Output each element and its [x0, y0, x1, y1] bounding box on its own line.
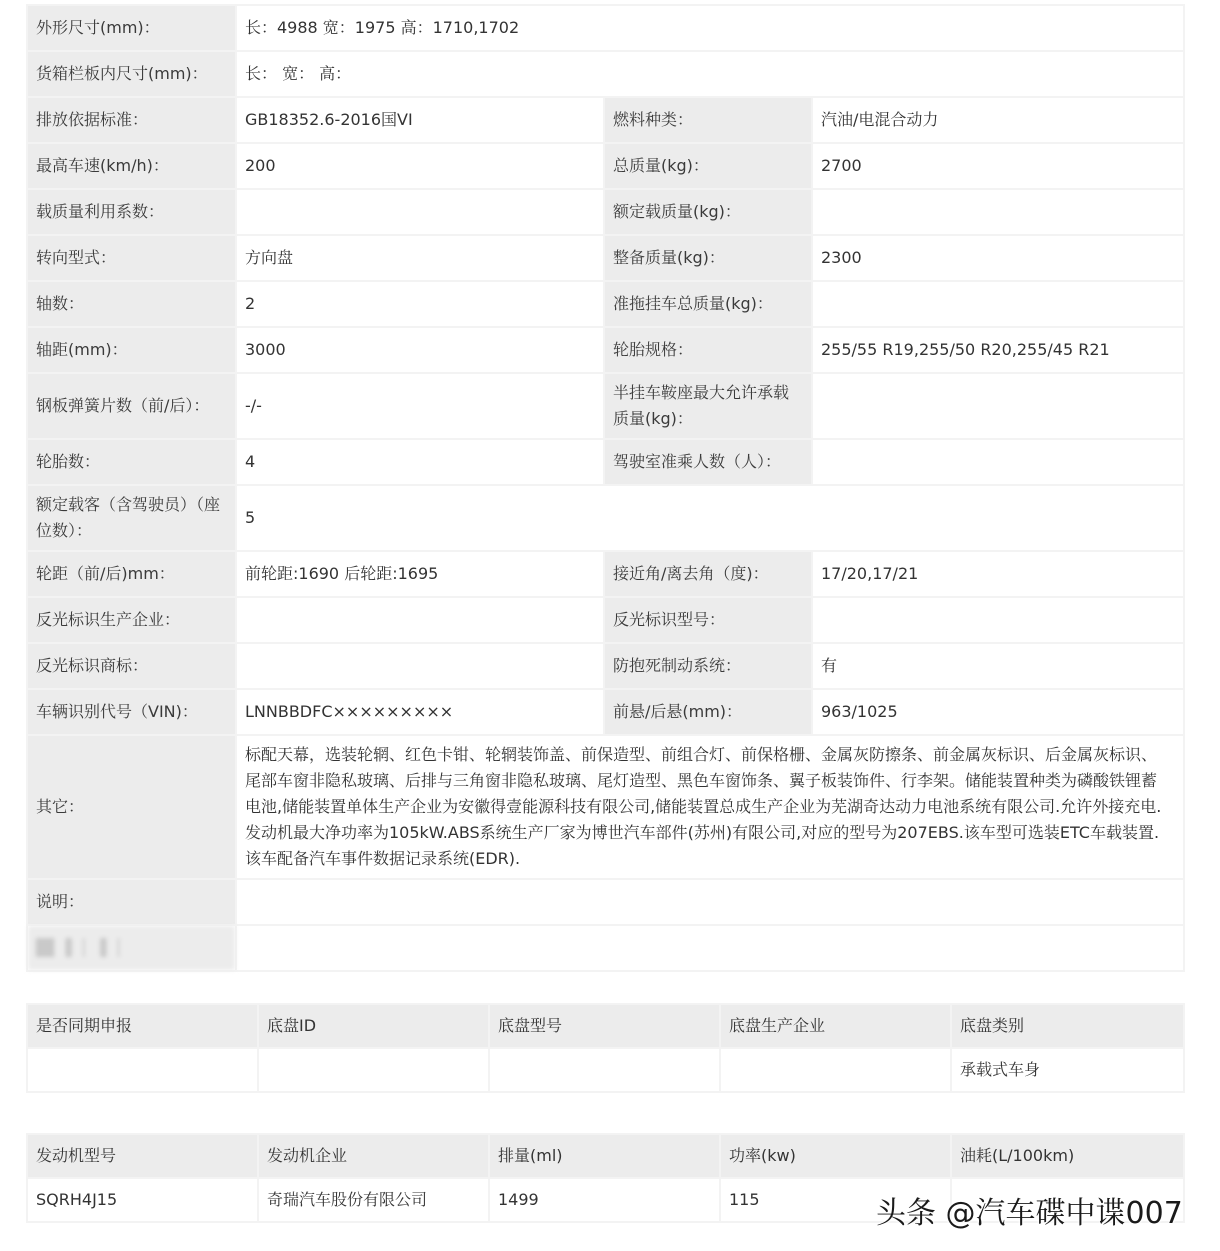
- chassis-data-row: [27, 1048, 1184, 1092]
- emission-value: GB18352.6-2016国VI: [236, 97, 604, 143]
- chassis-header-cell: 底盘类别: [951, 1004, 1184, 1048]
- tire-spec-label: 轮胎规格：: [604, 327, 812, 373]
- tire-count-value: 4: [236, 439, 604, 485]
- blurred-value: [236, 925, 1184, 971]
- spec-row-steering: [27, 235, 1184, 281]
- rated-load-label: 额定载质量(kg)：: [604, 189, 812, 235]
- spec-row-tires: [27, 439, 1184, 485]
- saddle-load-label: 半挂车鞍座最大允许承载质量(kg)：: [604, 373, 812, 439]
- chassis-header-cell: 底盘生产企业: [720, 1004, 951, 1048]
- reflector-model-label: 反光标识型号：: [604, 597, 812, 643]
- engine-header-cell: 发动机企业: [258, 1134, 489, 1178]
- engine-header-cell: 发动机型号: [27, 1134, 258, 1178]
- curb-weight-label: 整备质量(kg)：: [604, 235, 812, 281]
- chassis-cell: [720, 1048, 951, 1092]
- abs-value: 有: [812, 643, 1184, 689]
- chassis-cell: [27, 1048, 258, 1092]
- chassis-table: [26, 1003, 1185, 1093]
- dimensions-label: 外形尺寸(mm)：: [27, 5, 236, 51]
- approach-angle-label: 接近角/离去角（度)：: [604, 551, 812, 597]
- trailer-mass-label: 准拖挂车总质量(kg)：: [604, 281, 812, 327]
- spec-row-track: [27, 551, 1184, 597]
- chassis-cell: [489, 1048, 720, 1092]
- spec-row-other: [27, 735, 1184, 879]
- chassis-header-cell: 是否同期申报: [27, 1004, 258, 1048]
- cab-passengers-label: 驾驶室准乘人数（人）：: [604, 439, 812, 485]
- cargo-box-label: 货箱栏板内尺寸(mm)：: [27, 51, 236, 97]
- reflector-brand-value: [236, 643, 604, 689]
- emission-label: 排放依据标准：: [27, 97, 236, 143]
- springs-label: 钢板弹簧片数（前/后）：: [27, 373, 236, 439]
- spec-row-emission: [27, 97, 1184, 143]
- cargo-box-value: 长： 宽： 高：: [236, 51, 1184, 97]
- engine-cell: SQRH4J15: [27, 1178, 258, 1222]
- note-value: [236, 879, 1184, 925]
- max-speed-label: 最高车速(km/h)：: [27, 143, 236, 189]
- axles-label: 轴数：: [27, 281, 236, 327]
- watermark: 头条 @汽车碟中谍007: [876, 1196, 1183, 1231]
- spec-row-springs: [27, 373, 1184, 439]
- engine-header-cell: 油耗(L/100km): [951, 1134, 1184, 1178]
- blurred-label: █▌ ▌ ▏ ▌ ▏: [27, 925, 236, 971]
- steering-label: 转向型式：: [27, 235, 236, 281]
- spec-row-reflector-maker: [27, 597, 1184, 643]
- spec-row-wheelbase: [27, 327, 1184, 373]
- passengers-value: 5: [236, 485, 1184, 551]
- overhang-label: 前悬/后悬(mm)：: [604, 689, 812, 735]
- chassis-cell: 承载式车身: [951, 1048, 1184, 1092]
- track-label: 轮距（前/后)mm：: [27, 551, 236, 597]
- total-mass-value: 2700: [812, 143, 1184, 189]
- spec-row-reflector-brand: [27, 643, 1184, 689]
- tire-count-label: 轮胎数：: [27, 439, 236, 485]
- chassis-header-cell: 底盘ID: [258, 1004, 489, 1048]
- spec-row-max-speed: [27, 143, 1184, 189]
- rated-load-value: [812, 189, 1184, 235]
- chassis-cell: [258, 1048, 489, 1092]
- load-util-label: 载质量利用系数：: [27, 189, 236, 235]
- engine-cell: 奇瑞汽车股份有限公司: [258, 1178, 489, 1222]
- spec-row-axles: [27, 281, 1184, 327]
- reflector-model-value: [812, 597, 1184, 643]
- steering-value: 方向盘: [236, 235, 604, 281]
- abs-label: 防抱死制动系统：: [604, 643, 812, 689]
- curb-weight-value: 2300: [812, 235, 1184, 281]
- wheelbase-value: 3000: [236, 327, 604, 373]
- track-value: 前轮距:1690 后轮距:1695: [236, 551, 604, 597]
- spec-row-load-util: [27, 189, 1184, 235]
- spec-row-dimensions: [27, 5, 1184, 51]
- engine-cell: 1499: [489, 1178, 720, 1222]
- cab-passengers-value: [812, 439, 1184, 485]
- vin-value: LNNBBDFC×××××××××: [236, 689, 604, 735]
- engine-header-cell: 排量(ml): [489, 1134, 720, 1178]
- chassis-header-cell: 底盘型号: [489, 1004, 720, 1048]
- dimensions-value: 长：4988 宽：1975 高：1710,1702: [236, 5, 1184, 51]
- engine-header-cell: 功率(kw): [720, 1134, 951, 1178]
- vehicle-spec-table: [26, 4, 1185, 972]
- approach-angle-value: 17/20,17/21: [812, 551, 1184, 597]
- load-util-value: [236, 189, 604, 235]
- spec-row-note: [27, 879, 1184, 925]
- total-mass-label: 总质量(kg)：: [604, 143, 812, 189]
- wheelbase-label: 轴距(mm)：: [27, 327, 236, 373]
- fuel-type-value: 汽油/电混合动力: [812, 97, 1184, 143]
- reflector-maker-value: [236, 597, 604, 643]
- chassis-header-row: [27, 1004, 1184, 1048]
- reflector-brand-label: 反光标识商标：: [27, 643, 236, 689]
- passengers-label: 额定载客（含驾驶员）（座位数）：: [27, 485, 236, 551]
- tire-spec-value: 255/55 R19,255/50 R20,255/45 R21: [812, 327, 1184, 373]
- max-speed-value: 200: [236, 143, 604, 189]
- overhang-value: 963/1025: [812, 689, 1184, 735]
- spec-row-passengers: [27, 485, 1184, 551]
- note-label: 说明：: [27, 879, 236, 925]
- vin-label: 车辆识别代号（VIN)：: [27, 689, 236, 735]
- saddle-load-value: [812, 373, 1184, 439]
- fuel-type-label: 燃料种类：: [604, 97, 812, 143]
- axles-value: 2: [236, 281, 604, 327]
- springs-value: -/-: [236, 373, 604, 439]
- engine-cell: 115: [720, 1178, 951, 1222]
- other-value: 标配天幕，选装轮辋、红色卡钳、轮辋装饰盖、前保造型、前组合灯、前保格栅、金属灰防擦条、前金属灰标识、后金属灰标识、尾部车窗非隐私玻璃、后排与三角窗非隐私玻璃、尾灯造型、黑色车窗饰条、翼子板装饰件、行李架。储能装置种类为磷酸铁锂蓄电池,储能装置单体生产企业为安徽得壹能源科技有限公司,储能装置总成生产企业为芜湖奇达动力电池系统有限公司.允许外接充电.发动机最大净功率为105kW.ABS系统生产厂家为博世汽车部件(苏州)有限公司,对应的型号为207EBS.该车型可选装ETC车载装置.该车配备汽车事件数据记录系统(EDR).: [236, 735, 1184, 879]
- trailer-mass-value: [812, 281, 1184, 327]
- spec-row-blurred: [27, 925, 1184, 971]
- engine-header-row: [27, 1134, 1184, 1178]
- reflector-maker-label: 反光标识生产企业：: [27, 597, 236, 643]
- spec-row-cargo-box: [27, 51, 1184, 97]
- other-label: 其它：: [27, 735, 236, 879]
- spec-row-vin: [27, 689, 1184, 735]
